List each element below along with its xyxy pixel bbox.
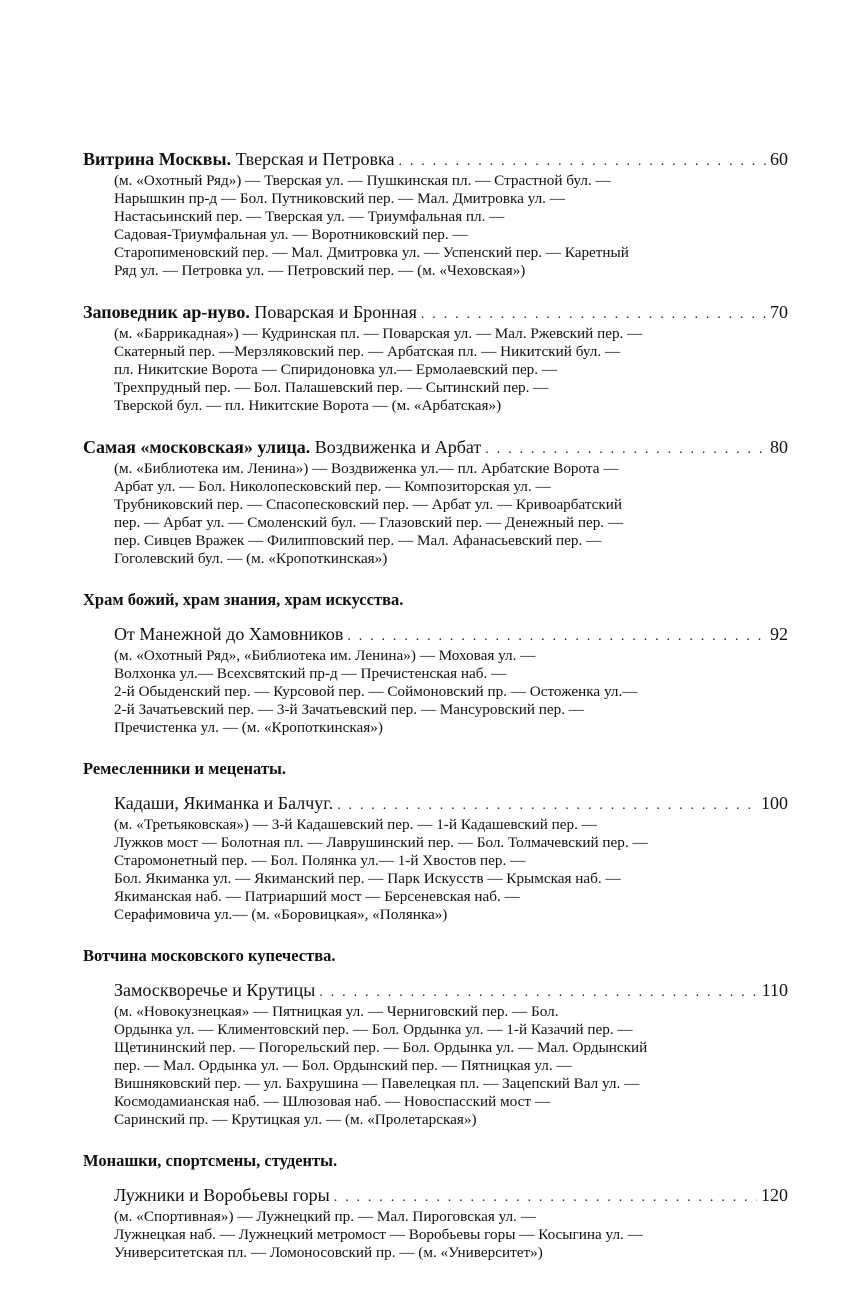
entry-title — [114, 624, 343, 644]
route-line: Трехпрудный пер. — Бол. Палашевский пер. — Сытинский пер. — — [114, 379, 549, 396]
dot-leader — [485, 440, 766, 460]
entry-title-text: Кадаши, Якиманка и Балчуг. — [114, 793, 334, 813]
route-line: Бол. Якиманка ул. — Якиманский пер. — Парк Искусств — Крымская наб. — — [114, 870, 621, 887]
page-number: 120 — [761, 1185, 788, 1205]
toc-entry — [83, 437, 788, 568]
route-line: Настасьинский пер. — Тверская ул. — Триумфальная пл. — — [114, 208, 505, 225]
route-line: Ордынка ул. — Климентовский пер. — Бол. Ордынка ул. — 1-й Казачий пер. — — [114, 1021, 633, 1038]
route-line: Космодамианская наб. — Шлюзовая наб. — Новоспасский мост — — [114, 1093, 551, 1110]
route-description — [83, 460, 788, 568]
entry-title-text: От Манежной до Хамовников — [114, 624, 344, 644]
dot-leader — [421, 305, 766, 325]
route-line: Пречистенка ул. — (м. «Кропоткинская») — [114, 719, 383, 736]
entry-title-text: Замоскворечье и Крутицы — [114, 980, 316, 1000]
route-line: Трубниковский пер. — Спасопесковский пер. — Арбат ул. — Кривоарбатский — [114, 496, 623, 513]
route-line: (м. «Третьяковская») — 3-й Кадашевский пер. — 1-й Кадашевский пер. — — [114, 816, 597, 833]
route-line: Скатерный пер. —Мерзляковский пер. — Арбатская пл. — Никитский бул. — — [114, 343, 621, 360]
section-heading: Монашки, спортсмены, студенты. — [83, 1151, 338, 1170]
route-line: (м. «Охотный Ряд», «Библиотека им. Ленина») — Моховая ул. — — [114, 647, 536, 664]
entry-title — [114, 1185, 330, 1205]
entry-title-line — [83, 437, 788, 460]
route-line: Садовая-Триумфальная ул. — Воротниковский пер. — — [114, 226, 468, 243]
dot-leader — [398, 152, 766, 172]
route-line: Лужнецкая наб. — Лужнецкий метромост — Воробьевы горы — Косыгина ул. — — [114, 1226, 643, 1243]
route-line: Волхонка ул.— Всехсвятский пр-д — Пречистенская наб. — — [114, 665, 507, 682]
entry-title-line — [83, 1185, 788, 1208]
entry-title-text: Тверская и Петровка — [231, 149, 395, 169]
route-line: Гоголевский бул. — (м. «Кропоткинская») — [114, 550, 388, 567]
entry-title — [83, 149, 394, 169]
dot-leader — [334, 1188, 757, 1208]
route-line: Саринский пр. — Крутицкая ул. — (м. «Пролетарская») — [114, 1111, 477, 1128]
section-heading: Ремесленники и меценаты. — [83, 759, 286, 778]
entry-title-line — [83, 793, 788, 816]
entry-title-line — [83, 302, 788, 325]
route-description — [83, 1208, 788, 1262]
entry-title-text: Воздвиженка и Арбат — [310, 437, 482, 457]
route-line: Старомонетный пер. — Бол. Полянка ул.— 1-й Хвостов пер. — — [114, 852, 526, 869]
route-line: Якиманская наб. — Патриарший мост — Берсеневская наб. — — [114, 888, 520, 905]
section-heading: Вотчина московского купечества. — [83, 946, 336, 965]
page-number: 92 — [770, 624, 788, 644]
entry-title-text: Лужники и Воробьевы горы — [114, 1185, 330, 1205]
route-line: Серафимовича ул.— (м. «Боровицкая», «Полянка») — [114, 906, 448, 923]
route-description — [83, 325, 788, 415]
entry-title — [114, 980, 315, 1000]
entry-title — [83, 302, 417, 322]
route-line: Ряд ул. — Петровка ул. — Петровский пер. — (м. «Чеховская») — [114, 262, 526, 279]
dot-leader — [347, 627, 766, 647]
route-description — [83, 1003, 788, 1129]
page-number: 80 — [770, 437, 788, 457]
route-line: Нарышкин пр-д — Бол. Путниковский пер. — Мал. Дмитровка ул. — — [114, 190, 565, 207]
toc-entry — [83, 149, 788, 280]
entry-title-bold: Витрина Москвы. — [83, 149, 232, 169]
page-number: 110 — [761, 980, 788, 1000]
route-description — [83, 172, 788, 280]
section-heading: Храм божий, храм знания, храм искусства. — [83, 590, 404, 609]
toc-entry — [83, 946, 788, 1129]
entry-title-line — [83, 149, 788, 172]
route-line: (м. «Библиотека им. Ленина») — Воздвиженка ул.— пл. Арбатские Ворота — — [114, 460, 619, 477]
entry-title-line — [83, 624, 788, 647]
route-line: 2-й Зачатьевский пер. — 3-й Зачатьевский пер. — Мансуровский пер. — — [114, 701, 584, 718]
toc-entry — [83, 590, 788, 737]
toc-entry — [83, 302, 788, 415]
route-line: пер. Сивцев Вражек — Филипповский пер. — Мал. Афанасьевский пер. — — [114, 532, 602, 549]
route-line: Арбат ул. — Бол. Николопесковский пер. — Композиторская ул. — — [114, 478, 551, 495]
route-line: (м. «Спортивная») — Лужнецкий пр. — Мал. Пироговская ул. — — [114, 1208, 536, 1225]
route-line: Тверской бул. — пл. Никитские Ворота — (м. «Арбатская») — [114, 397, 502, 414]
route-line: Старопименовский пер. — Мал. Дмитровка ул. — Успенский пер. — Каретный — [114, 244, 629, 261]
page-number: 100 — [761, 793, 788, 813]
entry-title — [114, 793, 333, 813]
dot-leader — [319, 983, 757, 1003]
dot-leader — [337, 796, 757, 816]
entry-title-bold: Самая «московская» улица. — [83, 437, 311, 457]
route-line: пер. — Мал. Ордынка ул. — Бол. Ордынский пер. — Пятницкая ул. — — [114, 1057, 572, 1074]
toc-entry — [83, 1151, 788, 1262]
page-number: 70 — [770, 302, 788, 322]
route-line: Вишняковский пер. — ул. Бахрушина — Павелецкая пл. — Зацепский Вал ул. — — [114, 1075, 640, 1092]
route-line: пер. — Арбат ул. — Смоленский бул. — Глазовский пер. — Денежный пер. — — [114, 514, 624, 531]
entry-title-line — [83, 980, 788, 1003]
entry-title — [83, 437, 481, 457]
table-of-contents — [83, 149, 788, 1284]
toc-entry — [83, 759, 788, 924]
route-line: (м. «Охотный Ряд») — Тверская ул. — Пушкинская пл. — Страстной бул. — — [114, 172, 611, 189]
route-line: Щетининский пер. — Погорельский пер. — Бол. Ордынка ул. — Мал. Ордынский — [114, 1039, 648, 1056]
entry-title-text: Поварская и Бронная — [249, 302, 417, 322]
route-line: (м. «Новокузнецкая» — Пятницкая ул. — Черниговский пер. — Бол. — [114, 1003, 559, 1020]
route-description — [83, 647, 788, 737]
route-line: Университетская пл. — Ломоносовский пр. — (м. «Университет») — [114, 1244, 543, 1261]
entry-title-bold: Заповедник ар-нуво. — [83, 302, 250, 322]
route-line: 2-й Обыденский пер. — Курсовой пер. — Соймоновский пр. — Остоженка ул.— — [114, 683, 638, 700]
page-number: 60 — [770, 149, 788, 169]
route-line: Лужков мост — Болотная пл. — Лаврушинский пер. — Бол. Толмачевский пер. — — [114, 834, 648, 851]
route-line: пл. Никитские Ворота — Спиридоновка ул.— Ермолаевский пер. — — [114, 361, 558, 378]
route-line: (м. «Баррикадная») — Кудринская пл. — Поварская ул. — Мал. Ржевский пер. — — [114, 325, 643, 342]
route-description — [83, 816, 788, 924]
